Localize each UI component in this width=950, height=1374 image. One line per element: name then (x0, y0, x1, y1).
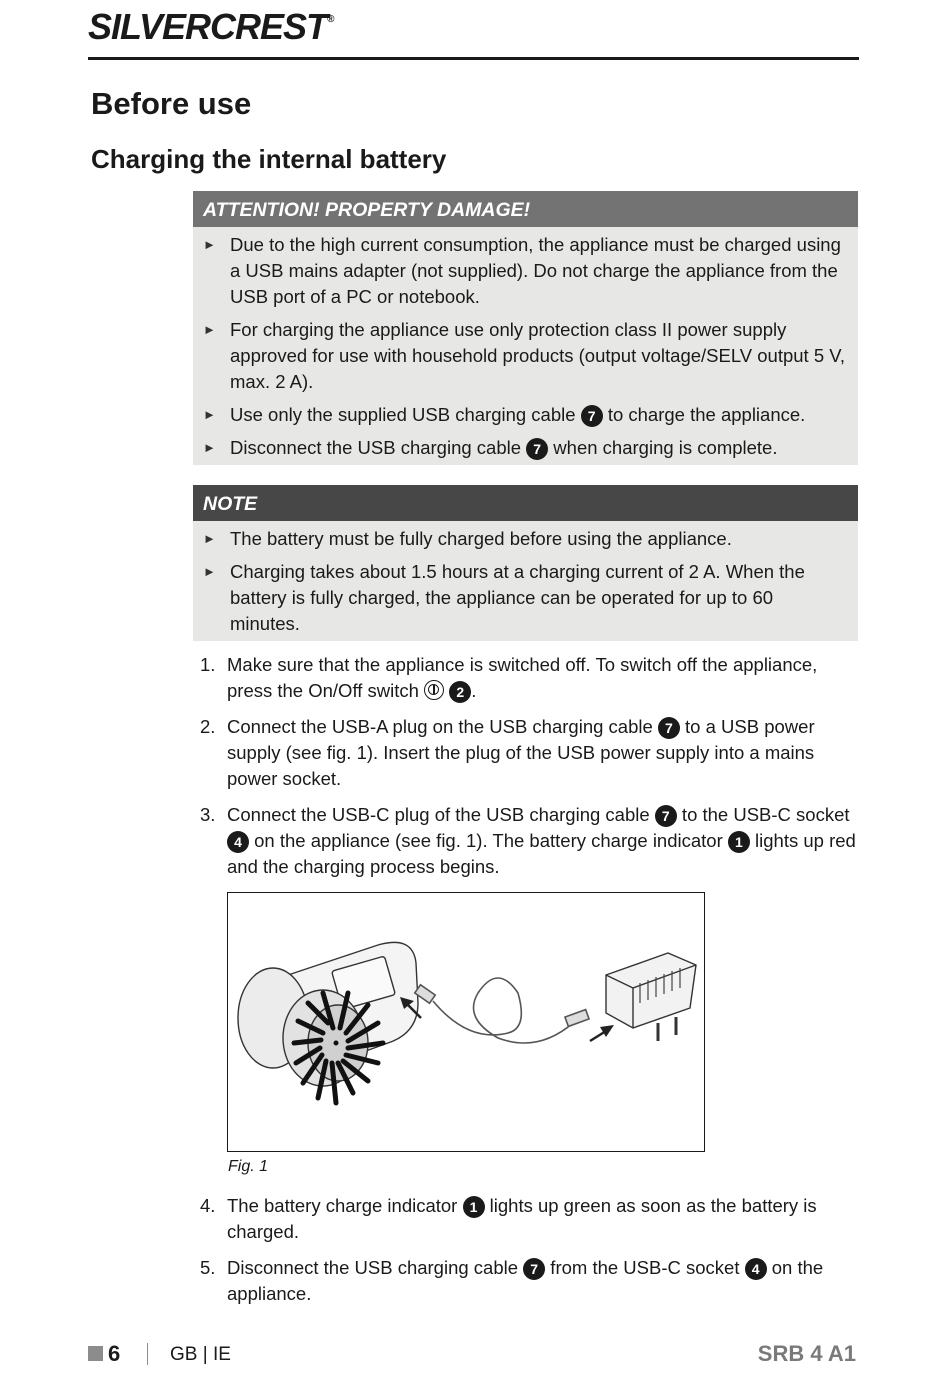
bullet-arrow-icon: ► (203, 322, 216, 337)
brand-name: SILVERCREST (88, 6, 328, 47)
step-item: 3. Connect the USB-C plug of the USB charging cable 7 to the USB-C socket 4 on the appliance (see fig. 1). The battery charge indicator 1 lights up red and the charging process begins. (200, 804, 856, 877)
model-number: SRB 4 A1 (757, 1341, 856, 1366)
power-switch-icon (424, 680, 444, 700)
brand-logo (88, 6, 333, 48)
page-title: Before use (91, 86, 252, 121)
step-item: 5. Disconnect the USB charging cable 7 from the USB-C socket 4 on the appliance. (200, 1257, 824, 1304)
note-heading: NOTE (193, 485, 858, 521)
steps-list-continued (200, 1193, 860, 1317)
usb-cable (415, 978, 589, 1043)
part-number-badge: 7 (523, 1258, 545, 1280)
section-title: Charging the internal battery (91, 144, 447, 174)
bullet-arrow-icon: ► (203, 440, 216, 455)
usb-power-supply (606, 953, 696, 1041)
step-item: 1. Make sure that the appliance is switched off. To switch off the appliance, press the On/Off switch 2 . (200, 654, 818, 701)
part-number-badge: 7 (526, 438, 548, 460)
part-number-badge: 7 (658, 717, 680, 739)
part-number-badge: 7 (581, 405, 603, 427)
part-number-badge: 2 (449, 681, 471, 703)
list-item: ► Charging takes about 1.5 hours at a charging current of 2 A. When the battery is fully charged, the appliance can be operated for up to 60 minutes. (203, 561, 805, 634)
note-box (193, 485, 858, 641)
list-item: ► The battery must be fully charged before using the appliance. (203, 526, 846, 552)
part-number-badge: 1 (463, 1196, 485, 1218)
footer-divider (147, 1343, 148, 1365)
part-number-badge: 1 (728, 831, 750, 853)
bullet-arrow-icon: ► (203, 564, 216, 579)
figure-caption: Fig. 1 (228, 1158, 269, 1175)
bullet-arrow-icon: ► (203, 531, 216, 546)
attention-box (193, 191, 858, 465)
footer-marker (88, 1346, 103, 1361)
figure-1 (227, 892, 705, 1152)
part-number-badge: 4 (227, 831, 249, 853)
part-number-badge: 4 (745, 1258, 767, 1280)
list-item: ► For charging the appliance use only protection class II power supply approved for use with household products (output voltage/SELV output 5 V, max. 2 A). (203, 319, 846, 392)
page-number: 6 (108, 1341, 121, 1366)
attention-list (193, 227, 858, 461)
step-item: 2. Connect the USB-A plug on the USB charging cable 7 to a USB power supply (see fig. 1). Insert the plug of the USB power supply into a mains power socket. (200, 716, 815, 789)
note-list (193, 521, 858, 637)
list-item: ► Due to the high current consumption, the appliance must be charged using a USB mains adapter (not supplied). Do not charge the appliance from the USB port of a PC or notebook. (203, 234, 841, 307)
bullet-arrow-icon: ► (203, 237, 216, 252)
step-item: 4. The battery charge indicator 1 lights up green as soon as the battery is charged. (200, 1195, 817, 1242)
footer-language: GB | IE (170, 1344, 231, 1365)
attention-heading: ATTENTION! PROPERTY DAMAGE! (193, 191, 858, 227)
steps-list (200, 652, 860, 890)
list-item: ► Disconnect the USB charging cable 7 when charging is complete. (203, 435, 846, 461)
list-item: ► Use only the supplied USB charging cable 7 to charge the appliance. (203, 402, 846, 428)
registered-mark: ® (327, 14, 334, 25)
charging-illustration (228, 893, 704, 1151)
bullet-arrow-icon: ► (203, 407, 216, 422)
header-rule (88, 57, 859, 60)
part-number-badge: 7 (655, 805, 677, 827)
